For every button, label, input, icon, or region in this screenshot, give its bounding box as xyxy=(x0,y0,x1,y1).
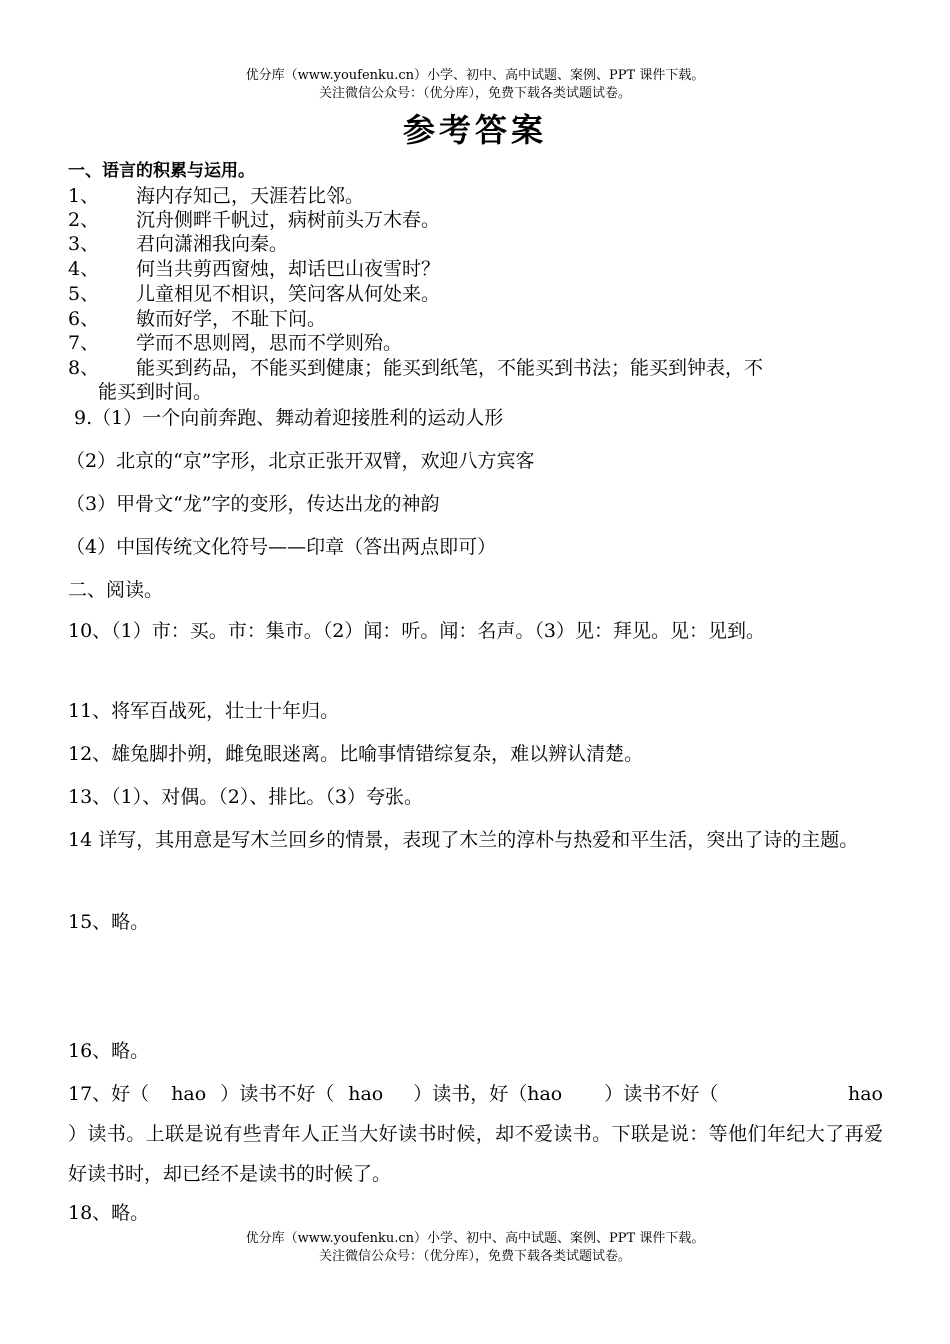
header-line-1: 优分库（www.youfenku.cn）小学、初中、高中试题、案例、PPT 课件下载。 xyxy=(245,68,705,83)
answer-item-4 xyxy=(68,257,440,281)
answer-17-line-1: 17、好（ hao ）读书不好（ hao ）读书，好（hao ）读书不好（ hao xyxy=(68,1083,883,1105)
answer-17-explanation: ）读书。上联是说有些青年人正当大好读书时候，却不爱读书。下联是说：等他们年纪大了再爱好读书时，却已经不是读书的时候了。 xyxy=(68,1123,883,1185)
item-text: 儿童相见不相识，笑问客从何处来。 xyxy=(136,283,441,305)
answer-16: 16、略。 xyxy=(68,1040,150,1062)
answer-11: 11、将军百战死，壮士十年归。 xyxy=(68,700,340,722)
section-2-heading: 二、阅读。 xyxy=(68,579,164,601)
item-text: 学而不思则罔，思而不学则殆。 xyxy=(136,332,403,354)
answer-item-1 xyxy=(68,184,364,208)
item-text: 能买到药品，不能买到健康；能买到纸笔，不能买到书法；能买到钟表，不 xyxy=(136,357,764,379)
footer-line-2: 关注微信公众号：（优分库），免费下载各类试题试卷。 xyxy=(318,1249,631,1264)
item-number: 8、 xyxy=(68,357,100,379)
item-number: 3、 xyxy=(68,233,100,255)
section-1-heading: 一、语言的积累与运用。 xyxy=(68,161,255,181)
item-number: 6、 xyxy=(68,308,100,330)
item-text: 何当共剪西窗烛，却话巴山夜雪时？ xyxy=(136,258,441,280)
answer-item-6 xyxy=(68,307,326,331)
answer-item-2 xyxy=(68,208,440,232)
answer-item-5 xyxy=(68,282,440,306)
answer-item-8 xyxy=(68,356,883,404)
item-text-continuation: 能买到时间。 xyxy=(98,381,213,403)
answer-item-3 xyxy=(68,232,288,256)
answer-15: 15、略。 xyxy=(68,911,150,933)
answer-18: 18、略。 xyxy=(68,1202,150,1224)
answer-9-1: 9.（1）一个向前奔跑、舞动着迎接胜利的运动人形 xyxy=(74,407,504,429)
answer-14: 14 详写，其用意是写木兰回乡的情景，表现了木兰的淳朴与热爱和平生活，突出了诗的主题。 xyxy=(68,829,859,851)
item-text: 君向潇湘我向秦。 xyxy=(136,233,289,255)
item-text: 敏而好学，不耻下问。 xyxy=(136,308,327,330)
header-line-2: 关注微信公众号：（优分库），免费下载各类试题试卷。 xyxy=(318,86,631,101)
answer-9-4: （4）中国传统文化符号——印章（答出两点即可） xyxy=(66,536,497,558)
item-number: 4、 xyxy=(68,258,100,280)
page-title: 参考答案 xyxy=(402,111,547,149)
item-text: 沉舟侧畔千帆过，病树前头万木春。 xyxy=(136,209,441,231)
answer-12: 12、雄兔脚扑朔，雌兔眼迷离。比喻事情错综复杂，难以辨认清楚。 xyxy=(68,743,644,765)
item-number: 2、 xyxy=(68,209,100,231)
item-number: 5、 xyxy=(68,283,100,305)
answer-10: 10、（1）市：买。市：集市。（2）闻：听。闻：名声。（3）见：拜见。见：见到。 xyxy=(68,620,765,642)
answer-9-3: （3）甲骨文“龙”字的变形，传达出龙的神韵 xyxy=(66,493,440,515)
item-number: 7、 xyxy=(68,332,100,354)
answer-9-2: （2）北京的“京”字形，北京正张开双臂，欢迎八方宾客 xyxy=(66,450,535,472)
answer-13: 13、（1）、对偶。（2）、排比。（3）夸张。 xyxy=(68,786,423,808)
item-number: 1、 xyxy=(68,185,100,207)
item-text: 海内存知己，天涯若比邻。 xyxy=(136,185,365,207)
answer-item-7 xyxy=(68,331,402,355)
footer-line-1: 优分库（www.youfenku.cn）小学、初中、高中试题、案例、PPT 课件下载。 xyxy=(245,1231,705,1246)
